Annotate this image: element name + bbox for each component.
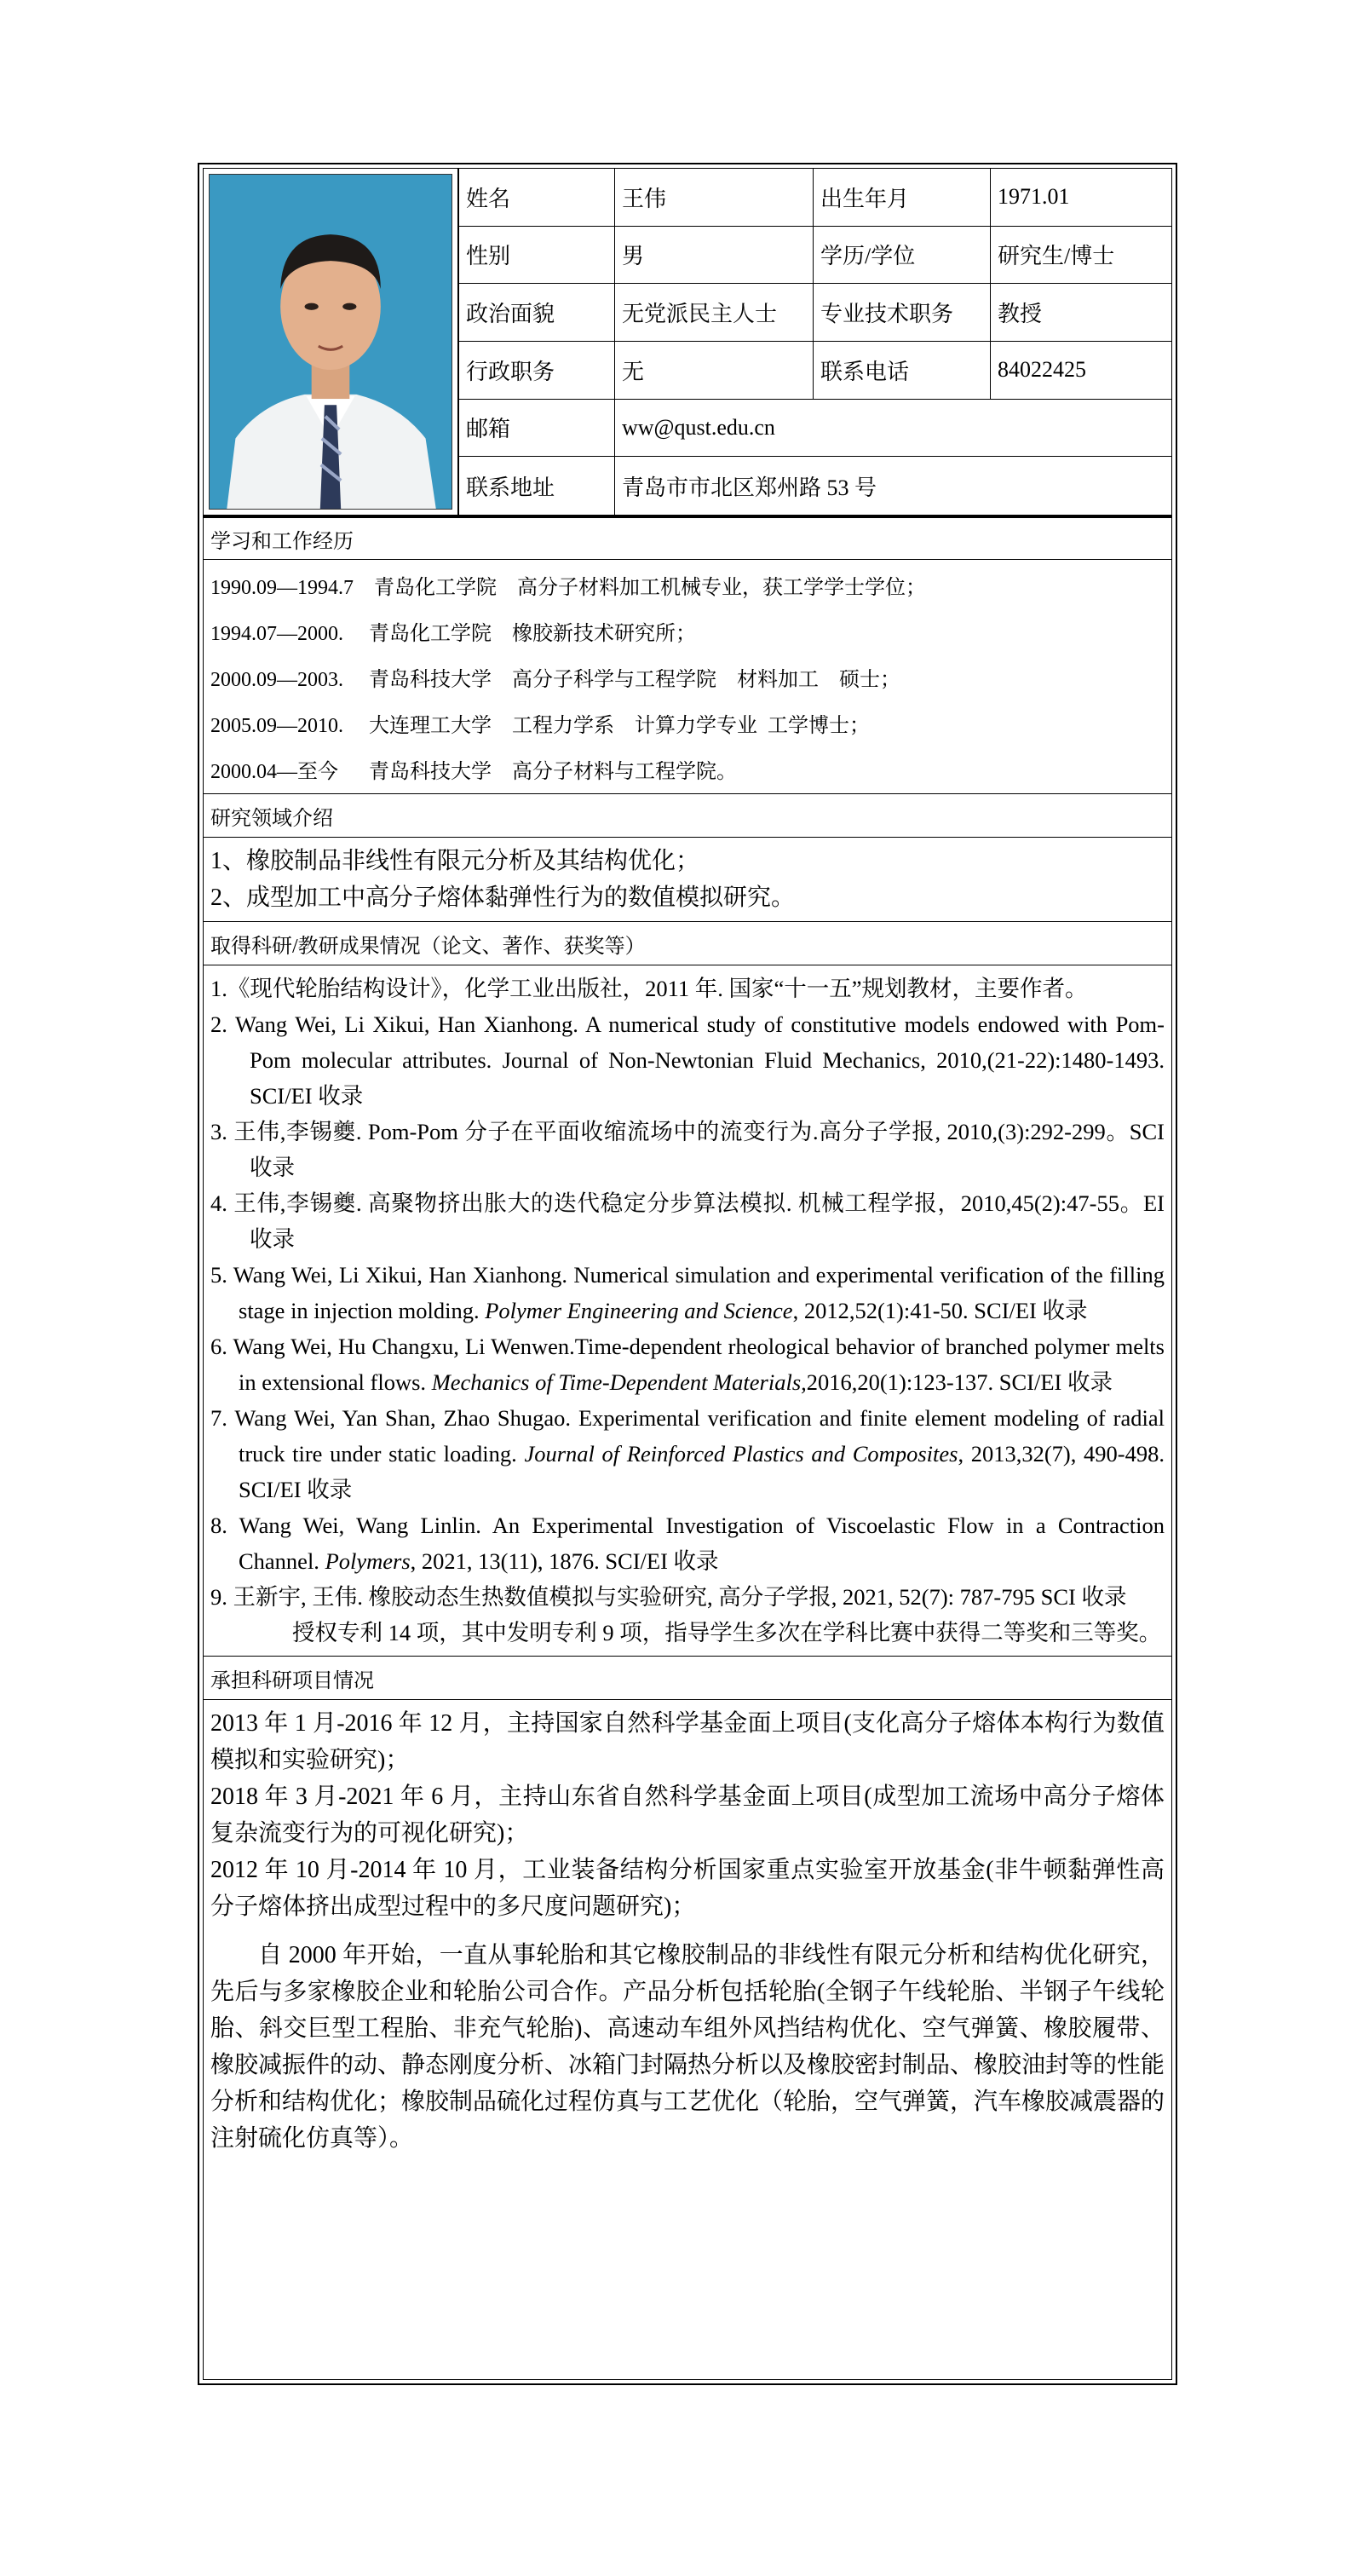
birth-value: 1971.01 xyxy=(991,169,1171,227)
degree-label: 学历/学位 xyxy=(814,227,991,285)
publication-text: 5. Wang Wei, Li Xikui, Han Xianhong. Numerical simulation and experimental verification of the filling stage in injection molding. xyxy=(210,1262,1165,1323)
publication-item: 3. 王伟,李锡夔. Pom-Pom 分子在平面收缩流场中的流变行为.高分子学报, 2010,(3):292-299。SCI 收录 xyxy=(210,1119,1165,1180)
research-list xyxy=(204,838,1171,922)
publication-text: , 2012,52(1):41-50. SCI/EI 收录 xyxy=(792,1298,1088,1323)
publication-item xyxy=(210,1328,1165,1400)
achievements-title: 取得科研/教研成果情况（论文、著作、获奖等） xyxy=(204,922,1171,965)
publication-item: 9. 王新宇, 王伟. 橡胶动态生热数值模拟与实验研究, 高分子学报, 2021, 52(7): 787-795 SCI 收录 xyxy=(210,1584,1127,1610)
achievements-list xyxy=(204,965,1171,1657)
phone-value: 84022425 xyxy=(991,342,1171,400)
publication-item: 2. Wang Wei, Li Xikui, Han Xianhong. A numerical study of constitutive models endowed with Pom-Pom molecular attributes. Journal of Non-Newtonian Fluid Mechanics, 2010,(21-22):1480-1493. SCI/EI 收录 xyxy=(210,1011,1165,1109)
publication-text: , 2021, 13(11), 1876. SCI/EI 收录 xyxy=(410,1548,719,1574)
email-label: 邮箱 xyxy=(459,400,615,458)
journal-name: Mechanics of Time-Dependent Materials, xyxy=(431,1369,807,1395)
summary-text: 授权专利 14 项，其中发明专利 9 项，指导学生多次在学科比赛中获得二等奖和三等奖。 xyxy=(292,1620,1162,1645)
publication-text: 8. Wang Wei, Wang Linlin. An Experimental Investigation of Viscoelastic Flow in a Contraction Channel. xyxy=(210,1513,1165,1574)
publication-text: 6. Wang Wei, Hu Changxu, Li Wenwen.Time-dependent rheological behavior of branched polymer melts in extensional flows. xyxy=(210,1334,1165,1395)
profile-photo xyxy=(209,174,452,510)
address-value: 青岛市市北区郑州路 53 号 xyxy=(622,475,877,500)
publication-text: , 2013,32(7), 490-498. SCI/EI 收录 xyxy=(239,1441,1165,1502)
experience-item: 1990.09—1994.7 青岛化工学院 高分子材料加工机械专业，获工学学士学位； xyxy=(210,576,926,599)
portrait-illustration xyxy=(210,175,452,509)
projects-list xyxy=(204,1700,1171,2162)
phone-label: 联系电话 xyxy=(814,342,991,400)
admin-value: 无 xyxy=(615,342,814,400)
address-label: 联系地址 xyxy=(459,457,615,515)
research-item: 2、成型加工中高分子熔体黏弹性行为的数值模拟研究。 xyxy=(210,885,796,911)
research-item: 1、橡胶制品非线性有限元分析及其结构优化； xyxy=(210,848,700,874)
admin-label: 行政职务 xyxy=(459,342,615,400)
journal-name: Polymer Engineering and Science xyxy=(485,1298,793,1323)
publication-item xyxy=(210,1400,1165,1507)
publication-text: 2016,20(1):123-137. SCI/EI 收录 xyxy=(806,1369,1113,1395)
experience-item: 1994.07—2000. 青岛化工学院 橡胶新技术研究所； xyxy=(210,622,696,645)
project-item: 2012 年 10 月-2014 年 10 月，工业装备结构分析国家重点实验室开放基金(非牛顿黏弹性高分子熔体挤出成型过程中的多尺度问题研究)； xyxy=(210,1857,1165,1920)
project-item: 2013 年 1 月-2016 年 12 月，主持国家自然科学基金面上项目(支化高分子熔体本构行为数值模拟和实验研究)； xyxy=(210,1710,1165,1773)
degree-value: 研究生/博士 xyxy=(991,227,1171,285)
politics-label: 政治面貌 xyxy=(459,284,615,342)
politics-value: 无党派民主人士 xyxy=(615,284,814,342)
project-item: 2018 年 3 月-2021 年 6 月，主持山东省自然科学基金面上项目(成型加工流场中高分子熔体复杂流变行为的可视化研究)； xyxy=(210,1784,1165,1847)
experience-item: 2000.04—至今 青岛科技大学 高分子材料与工程学院。 xyxy=(210,760,737,783)
journal-name: Journal of Reinforced Plastics and Composites xyxy=(524,1441,958,1467)
name-label: 姓名 xyxy=(459,169,615,227)
publication-item: 1.《现代轮胎结构设计》，化学工业出版社，2011 年. 国家“十一五”规划教材，主要作者。 xyxy=(210,976,1088,1001)
profile-info-table xyxy=(459,169,1171,515)
resume-document xyxy=(198,163,1177,2385)
photo-cell xyxy=(204,169,459,515)
experience-item: 2000.09—2003. 青岛科技大学 高分子科学与工程学院 材料加工 硕士； xyxy=(210,668,900,691)
achievements-summary xyxy=(210,1615,1165,1651)
gender-label: 性别 xyxy=(459,227,615,285)
email-value[interactable]: ww@qust.edu.cn xyxy=(615,400,1171,458)
birth-label: 出生年月 xyxy=(814,169,991,227)
projects-summary: 自 2000 年开始，一直从事轮胎和其它橡胶制品的非线性有限元分析和结构优化研究，先后与多家橡胶企业和轮胎公司合作。产品分析包括轮胎(全钢子午线轮胎、半钢子午线轮胎、斜交巨型工程胎、非充气轮胎)、高速动车组外风挡结构优化、空气弹簧、橡胶履带、橡胶减振件的动、静态刚度分析、冰箱门封隔热分析以及橡胶密封制品、橡胶油封等的性能分析和结构优化；橡胶制品硫化过程仿真与工艺优化（轮胎，空气弹簧，汽车橡胶减震器的注射硫化仿真等）。 xyxy=(210,1942,1165,2152)
gender-value: 男 xyxy=(615,227,814,285)
research-title: 研究领域介绍 xyxy=(204,794,1171,838)
publication-item xyxy=(210,1257,1165,1328)
publication-text: 7. Wang Wei, Yan Shan, Zhao Shugao. Experimental verification and finite element modeling of radial truck tire under static loading. xyxy=(210,1405,1165,1467)
experience-item: 2005.09—2010. 大连理工大学 工程力学系 计算力学专业 工学博士； xyxy=(210,714,870,737)
experience-list xyxy=(204,560,1171,794)
publication-item xyxy=(210,1507,1165,1579)
projects-title: 承担科研项目情况 xyxy=(204,1657,1171,1700)
experience-title: 学习和工作经历 xyxy=(204,516,1171,560)
journal-name: Polymers xyxy=(325,1548,411,1574)
title-label: 专业技术职务 xyxy=(814,284,991,342)
publication-item: 4. 王伟,李锡夔. 高聚物挤出胀大的迭代稳定分步算法模拟. 机械工程学报，2010,45(2):47-55。EI 收录 xyxy=(210,1190,1165,1252)
title-value: 教授 xyxy=(991,284,1171,342)
profile-header xyxy=(204,169,1171,516)
name-value: 王伟 xyxy=(615,169,814,227)
